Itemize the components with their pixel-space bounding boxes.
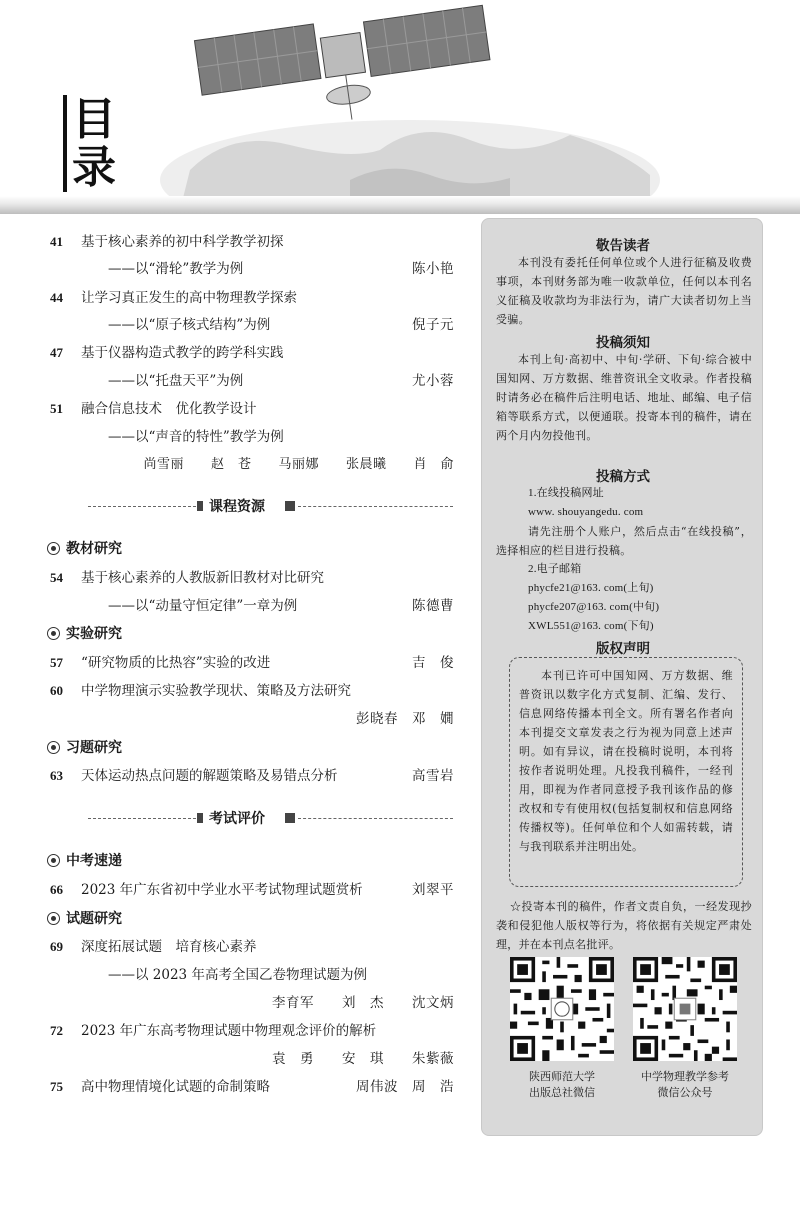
page-number: 44 <box>50 290 63 305</box>
category-exercise-research: 习题研究 <box>47 739 122 757</box>
page-title-char-2: 录 <box>72 142 116 193</box>
entry-author: 尚雪丽 赵 苍 马丽娜 张晨曦 肖 俞 <box>143 457 454 472</box>
bullet-icon <box>47 854 60 867</box>
entry-author: 倪子元 <box>412 317 454 333</box>
page-number: 75 <box>50 1079 63 1094</box>
email-address[interactable]: phycfe21@163. com(上旬) <box>528 582 654 594</box>
entry-subtitle: ——以“声音的特性”教学为例 <box>108 429 284 445</box>
page-number: 66 <box>50 882 63 897</box>
entry-title: “研究物质的比热容”实验的改进 <box>81 655 271 671</box>
page-number: 57 <box>50 655 63 670</box>
page-number: 60 <box>50 683 63 698</box>
copyright-title: 版权声明 <box>596 641 650 657</box>
entry-title: 2023 年广东高考物理试题中物理观念评价的解析 <box>81 1023 377 1039</box>
entry-author: 吉 俊 <box>412 655 454 671</box>
qr1-caption: 陕西师范大学 出版总社微信 <box>529 1070 595 1099</box>
page-number: 51 <box>50 401 63 416</box>
entry-title: 中学物理演示实验教学现状、策略及方法研究 <box>81 683 351 699</box>
page-number: 63 <box>50 768 63 783</box>
entry-title: 让学习真正发生的高中物理教学探索 <box>81 290 297 306</box>
entry-author: 尤小蓉 <box>412 373 454 389</box>
entry-author: 高雪岩 <box>412 768 454 784</box>
entry-title: 基于核心素养的人教版新旧教材对比研究 <box>81 570 324 586</box>
entry-title: 天体运动热点问题的解题策略及易错点分析 <box>81 768 338 784</box>
submission-url[interactable]: www. shouyangedu. com <box>528 506 644 518</box>
entry-title: 基于仪器构造式教学的跨学科实践 <box>81 345 284 361</box>
entry-author: 陈小艳 <box>412 261 454 277</box>
entry-author: 彭晓春 邓 嫺 <box>356 711 454 727</box>
entry-title: 基于核心素养的初中科学教学初探 <box>81 234 284 250</box>
qr-code-publisher <box>510 957 614 1061</box>
section-header-exam-evaluation <box>80 806 460 832</box>
method-email-label: 2.电子邮箱 <box>528 563 582 575</box>
entry-author: 李育军 刘 杰 沈文炳 <box>272 995 454 1011</box>
copyright-box <box>509 657 743 887</box>
email-address[interactable]: phycfe207@163. com(中旬) <box>528 601 660 613</box>
entry-title: 高中物理情境化试题的命制策略 <box>81 1079 270 1095</box>
notice-body: 本刊没有委托任何单位或个人进行征稿及收费事项，本刊财务部为唯一收款单位，任何以本刊名义征稿及收款均为非法行为，请广大读者切勿上当受骗。 <box>496 256 752 326</box>
entry-title: 2023 年广东省初中学业水平考试物理试题赏析 <box>81 882 363 898</box>
category-exam-question-research: 试题研究 <box>47 910 122 928</box>
email-address[interactable]: XWL551@163. com(下旬) <box>528 620 654 632</box>
page-number: 41 <box>50 234 63 249</box>
entry-subtitle: ——以“原子核式结构”为例 <box>108 317 271 333</box>
entry-author: 周伟波 周 浩 <box>356 1079 454 1095</box>
entry-title: 深度拓展试题 培育核心素养 <box>81 939 257 955</box>
entry-title: 融合信息技术 优化教学设计 <box>81 401 257 417</box>
category-textbook-research: 教材研究 <box>47 540 122 558</box>
entry-author: 刘翠平 <box>412 882 454 898</box>
page-number: 47 <box>50 345 63 360</box>
method-online-note: 请先注册个人账户，然后点击“在线投稿”，选择相应的栏目进行投稿。 <box>496 525 752 557</box>
section-title: 考试评价 <box>203 807 271 829</box>
section-header-course-resources <box>80 494 460 520</box>
entry-author: 陈德曹 <box>412 598 454 614</box>
bullet-icon <box>47 542 60 555</box>
page-number: 69 <box>50 939 63 954</box>
copyright-body: 本刊已许可中国知网、万方数据、维普资讯以数字化方式复制、汇编、发行、信息网络传播本刊全文。所有署名作者向本刊提交文章发表之行为视为同意上述声明。如有异议，请在投稿时说明，本刊将按作者说明处理。凡投我刊稿件，一经刊用，即视为作者同意授予我刊该作品的修改权和专有使用权(包括复制权和信息网络传播权等)。任何单位和个人如需转载，请与我刊联系并注明出处。 <box>519 669 733 853</box>
entry-subtitle: ——以“托盘天平”为例 <box>108 373 244 389</box>
page-number: 54 <box>50 570 63 585</box>
page-title-char-1: 目 <box>72 94 116 145</box>
bullet-icon <box>47 741 60 754</box>
entry-subtitle: ——以 2023 年高考全国乙卷物理试题为例 <box>108 967 367 983</box>
submit-title: 投稿须知 <box>596 335 650 351</box>
notice-title: 敬告读者 <box>596 238 650 254</box>
entry-author: 袁 勇 安 琪 朱紫薇 <box>272 1051 454 1067</box>
entry-subtitle: ——以“动量守恒定律”一章为例 <box>108 598 298 614</box>
qr-code-wechat-account <box>633 957 737 1061</box>
entry-subtitle: ——以“滑轮”教学为例 <box>108 261 244 277</box>
warning-note: ☆投寄本刊的稿件，作者文责自负，一经发现抄袭和侵犯他人版权等行为，将依据有关规定严肃处理，并在本刊点名批评。 <box>496 900 752 951</box>
qr2-caption: 中学物理教学参考 微信公众号 <box>641 1070 729 1099</box>
method-title: 投稿方式 <box>596 469 650 485</box>
category-zhongkao: 中考速递 <box>47 852 122 870</box>
method-online-label: 1.在线投稿网址 <box>528 487 604 499</box>
section-title: 课程资源 <box>203 495 271 517</box>
bullet-icon <box>47 627 60 640</box>
bullet-icon <box>47 912 60 925</box>
category-experiment-research: 实验研究 <box>47 625 122 643</box>
page-number: 72 <box>50 1023 63 1038</box>
notice-panel <box>481 218 763 1136</box>
submit-body: 本刊上旬·高初中、中旬·学研、下旬·综合被中国知网、万方数据、维普资讯全文收录。作者投稿时请务必在稿件后注明电话、地址、邮编、电子信箱等联系方式，以便通联。投寄本刊的稿件，请在两个月内勿投他刊。 <box>496 353 752 442</box>
